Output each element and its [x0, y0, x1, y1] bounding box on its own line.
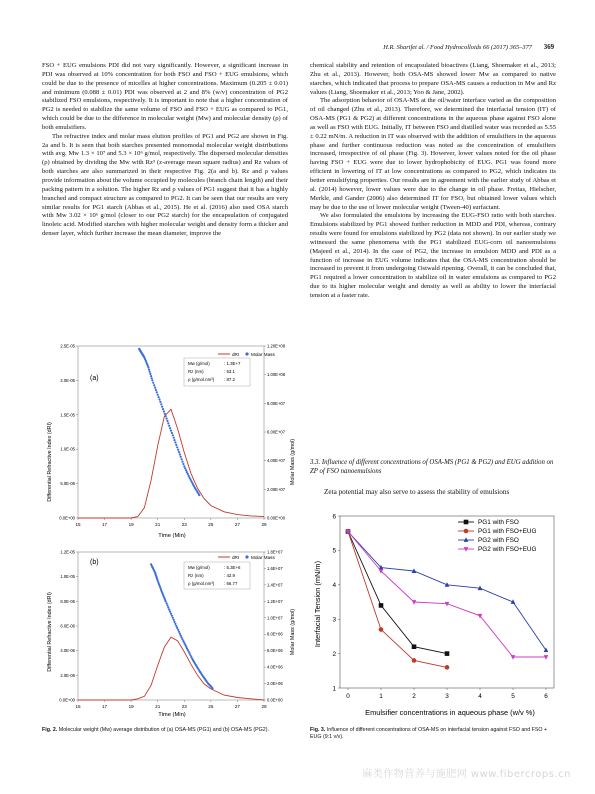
y-axis-right-title: Molar Mass (g/mol) [290, 438, 296, 486]
molar-mass-point [177, 449, 179, 451]
legend-label: PG1 with FSO [478, 519, 519, 527]
rz-label: Rz (nm) [188, 573, 204, 578]
molar-mass-point [159, 401, 161, 403]
watermark: 麻类作物营养与施肥网 www.fibercrops.cn [362, 769, 571, 780]
y-tick-label-left: 0.0E+00 [59, 515, 75, 521]
series-point [445, 665, 450, 670]
legend-dri-label: dRI [232, 352, 240, 357]
x-tick-label: 23 [181, 704, 187, 709]
running-head: H.R. Sharifet al. / Food Hydrocolloids 66 (2017) 365–377 [383, 44, 532, 51]
x-tick-label: 19 [128, 704, 134, 709]
x-tick-label: 23 [181, 522, 187, 527]
y-tick-label-left: 1.2E-05 [60, 549, 75, 555]
molar-mass-point [147, 366, 149, 368]
molar-mass-point [181, 461, 183, 463]
legend [218, 352, 275, 357]
legend-molar-mass-label: Molar Mass [251, 555, 275, 560]
legend-label: PG2 with FSO [478, 537, 519, 545]
y-tick-label-right: 1.0E+07 [267, 615, 283, 621]
x-tick-label: 0 [346, 693, 350, 700]
molar-mass-point [173, 619, 175, 621]
y-tick-label-right: 6.0E+06 [267, 648, 283, 654]
y-tick-label: 5 [332, 547, 336, 555]
y-tick-label-left: 8.0E-06 [60, 598, 75, 604]
molar-mass-point [170, 613, 172, 615]
stats-box [184, 562, 250, 589]
series-point [412, 644, 417, 649]
molar-mass-point [175, 625, 177, 627]
left-paragraph-1: FSO + EUG emulsions PDI did not vary significantly. However, a significant increase in PDI was observed at 10% concentration for both FSO and FSO + EUG emulsions, which could be due to the presence of micelles at higher concentrations. Maximum (0.205 ± 0.01) and minimum (0.088 ± 0.01) PDI was observed at 2 and 8% (w/v) concentration of PG2 stabilized FSO emulsions, respectively. It is important to note that a higher concentration of PG2 is needed to stabilize the same volume of FSO and FSO + EUG as compared to PG1, which could be due to the difference in molecular weight (Mw) and molecular density (ρ) of both emulsifiers. [42, 62, 288, 131]
right-paragraph-3: We also formulated the emulsions by increasing the EUG-FSO ratio with both starches. Emulsions stabilized by PG1 showed further reduction in MDD and PDI, whereas, contrary results were found for emulsions stabilized by PG2 (data not shown). In our earlier study we witnessed the same phenomena with the PG1 stabilized EUG-corn oil nanoemulsions (Majeed et al., 2014). In the case of PG2, the increase in emulsion MDD and PDI as a function of increase in EUG volume indicates that the OSA-MS concentration should be increased to prevent it from undergoing Ostwald ripening. Overall, it can be concluded that, PG1 required a lower concentration to stabilize oil in water emulsions as compared to PG2 due to its higher molecular weight and density as well as ability to lower the interfacial tension at a faster rate. [310, 212, 556, 299]
y-tick-label: 4 [332, 582, 336, 590]
x-tick-label: 29 [261, 522, 267, 527]
y-tick-label-left: 2.0E-05 [60, 377, 75, 383]
series-point [445, 651, 450, 656]
molar-mass-point [158, 398, 160, 400]
molar-mass-point [187, 473, 189, 475]
molar-mass-point [166, 420, 168, 422]
y-tick-label-right: 0.00E+00 [267, 515, 286, 521]
rho-label: ρ (g/mol.nm³) [188, 581, 215, 586]
y-tick-label-right: 2.00E+07 [267, 486, 286, 492]
y-tick-label-right: 1.20E+08 [267, 343, 286, 349]
molar-mass-point [158, 396, 160, 398]
right-column [310, 62, 556, 301]
molar-mass-point [173, 439, 175, 441]
rz-value: : 42.9 [224, 573, 235, 578]
molar-mass-point [150, 375, 152, 377]
x-tick-label: 21 [155, 704, 161, 709]
molar-mass-point [186, 471, 188, 473]
y-axis-left-title: Differential Refractive Index (dRI) [47, 422, 53, 502]
molar-mass-point [212, 687, 214, 689]
y-tick-label-left: 5.0E-06 [60, 481, 75, 487]
molar-mass-point [157, 394, 159, 396]
molar-mass-point [171, 432, 173, 434]
molar-mass-point [149, 371, 151, 373]
x-tick-label: 25 [208, 522, 214, 527]
y-tick-label: 1 [332, 685, 336, 693]
panel-label: (a) [90, 375, 99, 382]
page-header [42, 44, 554, 56]
molar-mass-point [176, 627, 178, 629]
molar-mass-point [180, 456, 182, 458]
y-tick-label-left: 1.0E-05 [60, 446, 75, 452]
mw-label: Mw (g/mol) [188, 361, 210, 366]
mw-value: : 1.3E+7 [224, 361, 241, 366]
y-tick-label-right: 1.4E+07 [267, 582, 283, 588]
mw-value: : 5.3E+6 [224, 565, 241, 570]
molar-mass-point [164, 413, 166, 415]
x-tick-label: 27 [234, 522, 240, 527]
x-tick-label: 5 [511, 693, 515, 700]
molar-mass-point [168, 425, 170, 427]
dri-series-line [78, 637, 264, 700]
x-tick-label: 3 [445, 693, 449, 700]
y-tick-label-right: 1.2E+07 [267, 598, 283, 604]
molar-mass-point [148, 369, 150, 371]
rz-label: Rz (nm) [188, 369, 204, 374]
series-point [379, 603, 384, 608]
molar-mass-point [161, 406, 163, 408]
x-tick-label: 4 [478, 693, 482, 700]
molar-mass-point [184, 467, 186, 469]
molar-mass-point [198, 494, 200, 496]
rho-label: ρ (g/mol.nm³) [188, 377, 215, 382]
legend-label: PG1 with FSO+EUG [478, 528, 537, 536]
figure-3-caption [310, 727, 556, 741]
molar-mass-point [174, 441, 176, 443]
figure-2b [42, 546, 300, 718]
molar-mass-point [177, 629, 179, 631]
molar-mass-point [172, 617, 174, 619]
series-point [379, 627, 384, 632]
molar-mass-point [171, 615, 173, 617]
x-tick-label: 1 [379, 693, 383, 700]
zeta-intro-line: Zeta potential may also serve to assess the stability of emulsions [324, 488, 510, 496]
y-tick-label-left: 2.5E-05 [60, 343, 75, 349]
x-tick-label: 29 [261, 704, 267, 709]
x-tick-label: 17 [102, 522, 108, 527]
right-paragraph-1: chemical stability and retention of encapsulated bioactives (Liang, Shoemaker et al., 2013; Zhu et al., 2013). However, both OSA-MS showed lower Mw as compared to native starches, which indicated that process to prepare OSA-MS causes a reduction in Mw and Rz values (Liang, Shoemaker et al., 2013; Yoo & Jane, 2002). [310, 62, 556, 96]
molar-mass-point [167, 606, 169, 608]
legend-dri-label: dRI [232, 555, 240, 560]
x-tick-label: 17 [102, 704, 108, 709]
molar-mass-point [185, 469, 187, 471]
x-tick-label: 15 [75, 704, 81, 709]
page-number: 369 [543, 44, 554, 51]
y-tick-label-right: 4.00E+07 [267, 458, 286, 464]
molar-mass-point [179, 453, 181, 455]
molar-mass-point [154, 387, 156, 389]
figure-2-caption-label: Fig. 2. [42, 727, 58, 733]
molar-mass-point [149, 373, 151, 375]
right-paragraph-2: The adsorption behavior of OSA-MS at the oil/water interface varied as the composition of oil changed (Zhu et al., 2013). Therefore, we determined the interfacial tension (IT) of OSA-MS (PG1 & PG2) at different concentrations in the aqueous phase against FSO alone as well as FSO with EUG. Initially, IT between FSO and distilled water was recorded as 5.55 ± 0.22 mN/m. A reduction in IT was observed with the addition of emulsifiers in the aqueous phase and further continuous reduction was noted as the concentration of emulsifiers increased, irrespective of oil phase (Fig. 3). However, lower values noted for the oil phase having FSO + EUG were due to lower hydrophobicity of EUG. PG1 was found more efficient in lowering of IT at low concentrations as compared to PG2, which indicates its better emulsifying properties. Our results are in agreement with the earlier study of Abbas et al. (2014) however, lower values were due to the change in oil phase. Freitas, Hielscher, Merkle, and Gander (2006) also determined IT for FSO, but obtained lower values which may be due to the use of lower molecular weight (Tween-40) surfactant. [310, 97, 556, 211]
rho-value: : 66.77 [224, 581, 238, 586]
molar-mass-point [179, 633, 181, 635]
y-tick-label: 3 [332, 616, 336, 624]
molar-mass-point [162, 408, 164, 410]
series-line [348, 532, 447, 668]
legend-molar-mass-swatch [245, 352, 248, 355]
series-point [412, 658, 417, 663]
molar-mass-point [176, 446, 178, 448]
x-tick-label: 6 [544, 693, 548, 700]
molar-mass-point [173, 437, 175, 439]
y-tick-label-right: 4.0E+06 [267, 664, 283, 670]
molar-mass-point [152, 382, 154, 384]
y-tick-label-left: 1.5E-05 [60, 412, 75, 418]
figure-3 [308, 502, 558, 720]
legend [218, 555, 275, 560]
y-axis-left-title: Differential Refractive Index (dRI) [47, 592, 53, 672]
molar-mass-point [166, 604, 168, 606]
figure-3-caption-label: Fig. 3. [310, 727, 326, 733]
molar-mass-point [166, 602, 168, 604]
y-axis-right-title: Molar Mass (g/mol) [290, 608, 296, 656]
y-axis-title: Interfacial Tension (mN/m) [313, 560, 322, 648]
molar-mass-point [151, 377, 153, 379]
molar-mass-point [175, 444, 177, 446]
y-tick-label-right: 0.0E+00 [267, 697, 283, 703]
legend-marker [464, 520, 469, 525]
legend-marker [464, 529, 469, 534]
molar-mass-point [178, 451, 180, 453]
molar-mass-point [165, 600, 167, 602]
x-tick-label: 21 [155, 522, 161, 527]
molar-mass-point [151, 379, 153, 381]
y-tick-label-right: 1.8E+07 [267, 549, 283, 555]
molar-mass-point [165, 415, 167, 417]
molar-mass-point [188, 475, 190, 477]
molar-mass-point [155, 389, 157, 391]
molar-mass-point [181, 458, 183, 460]
x-axis-title: Emulsifier concentrations in aqueous phase (w/v %) [365, 708, 535, 717]
molar-mass-point [163, 410, 165, 412]
y-tick-label-left: 2.0E-06 [60, 672, 75, 678]
stats-box [184, 358, 250, 386]
panel-label: (b) [90, 559, 99, 566]
left-column [42, 62, 288, 239]
x-axis-title: Time (Min) [158, 712, 186, 718]
y-tick-label: 6 [332, 513, 336, 521]
y-tick-label-left: 1.0E-05 [60, 574, 75, 580]
molar-mass-point [167, 422, 169, 424]
figure-2-caption [42, 727, 292, 734]
left-paragraph-2: The refractive index and molar mass elution profiles of PG1 and PG2 are shown in Fig. 2a and b. It is seen that both starches presented monomodal molecular weight distributions with avg. Mw 1.3 × 10⁷ and 5.3 × 10⁶ g/mol, respectively. The dispersed molecular densities (ρ) obtained by dividing the Mw with Rz³ (z-average mean square radius) and Rz values of both starches are also summarized in their respective Fig. 2(a and b). Rz and ρ values provide information about the volume occupied by molecules (branch chain length) and their packing pattern in a solution. The higher Rz and ρ values of PG1 suggest that it has a highly branched and compact structure as compared to PG2. It can be seen that our results are very similar results for PG1 starch (Abbas et al., 2015). He et al. (2016) also used OSA starch with Mw 3.02 × 10⁶ g/mol (closer to our PG2 starch) for the encapsulation of conjugated linoleic acid. Modified starches with higher molecular weight and density form a thicker and denser layer, which further increase the mean diameter, improve the [42, 132, 288, 238]
y-tick-label-left: 6.0E-06 [60, 623, 75, 629]
legend-molar-mass-swatch [245, 555, 248, 558]
section-heading-3-3: 3.3. Influence of different concentrations of OSA-MS (PG1 & PG2) and EUG addition on ZP of FSO nanoemulsions [310, 459, 554, 475]
y-tick-label-right: 8.00E+07 [267, 400, 286, 406]
molar-mass-point [174, 623, 176, 625]
y-tick-label-right: 2.0E+06 [267, 681, 283, 687]
y-tick-label-right: 1.6E+07 [267, 565, 283, 571]
molar-mass-point [169, 427, 171, 429]
x-tick-label: 2 [412, 693, 416, 700]
x-axis-title: Time (Min) [158, 533, 186, 539]
molar-mass-point [172, 434, 174, 436]
x-tick-label: 27 [234, 704, 240, 709]
rho-value: : 87.2 [224, 377, 235, 382]
molar-mass-point [182, 463, 184, 465]
x-tick-label: 15 [75, 522, 81, 527]
molar-mass-point [178, 631, 180, 633]
y-tick-label: 2 [332, 650, 336, 658]
figure-2a [42, 340, 300, 540]
y-tick-label-right: 6.00E+07 [267, 429, 286, 435]
molar-mass-point [170, 430, 172, 432]
molar-mass-point [153, 384, 155, 386]
y-tick-label-left: 4.0E-06 [60, 648, 75, 654]
molar-mass-point [183, 465, 185, 467]
legend-label: PG2 with FSO+EUG [478, 546, 537, 554]
x-tick-label: 25 [208, 704, 214, 709]
legend-molar-mass-label: Molar Mass [251, 352, 275, 357]
molar-mass-point [156, 391, 158, 393]
y-tick-label-right: 8.0E+06 [267, 631, 283, 637]
figure-3-caption-text: Influence of different concentrations of OSA-MS on interfacial tension against FSO and FSO + EUG (9:1 v/v). [310, 727, 548, 741]
y-tick-label-left: 0.0E+00 [59, 697, 75, 703]
rz-value: : 53.1 [224, 369, 235, 374]
molar-mass-point [169, 611, 171, 613]
molar-mass-point [160, 403, 162, 405]
molar-mass-point [180, 635, 182, 637]
figure-2-caption-text: Molecular weight (Mw) average distribution of (a) OSA-MS (PG1) and (b) OSA-MS (PG2). [58, 727, 269, 733]
molar-mass-point [168, 609, 170, 611]
y-tick-label-right: 1.00E+08 [267, 372, 286, 378]
mw-label: Mw (g/mol) [188, 565, 210, 570]
dri-series-line [78, 409, 264, 518]
molar-mass-point [173, 621, 175, 623]
molar-mass-point [166, 418, 168, 420]
x-tick-label: 19 [128, 522, 134, 527]
